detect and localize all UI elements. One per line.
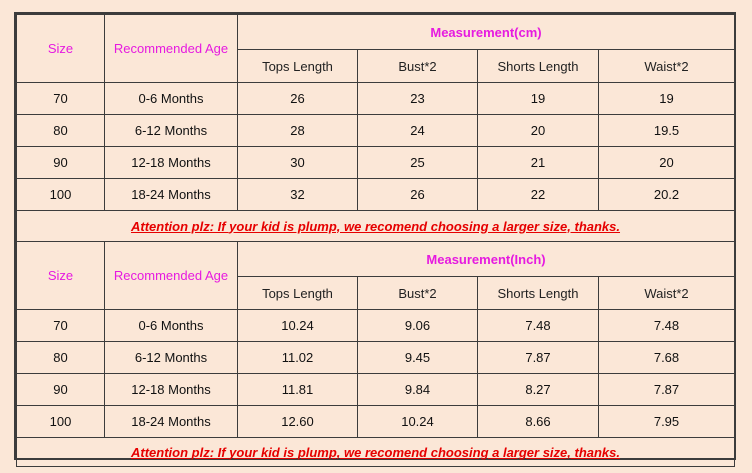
cm-measurement-title: Measurement(cm) xyxy=(238,15,735,50)
table-row xyxy=(17,374,735,406)
tops-cell: 32 xyxy=(238,179,358,211)
table-row xyxy=(17,179,735,211)
size-cell: 70 xyxy=(17,83,105,115)
cm-shorts-header: Shorts Length xyxy=(478,50,599,83)
shorts-cell: 20 xyxy=(478,115,599,147)
age-cell: 6-12 Months xyxy=(105,115,238,147)
size-cell: 80 xyxy=(17,115,105,147)
tops-cell: 30 xyxy=(238,147,358,179)
inch-size-header: Size xyxy=(17,242,105,310)
table-row xyxy=(17,342,735,374)
tops-cell: 28 xyxy=(238,115,358,147)
shorts-cell: 21 xyxy=(478,147,599,179)
bust-cell: 9.06 xyxy=(358,310,478,342)
inch-header-row xyxy=(17,242,735,277)
age-cell: 6-12 Months xyxy=(105,342,238,374)
inch-attention-note: Attention plz: If your kid is plump, we recomend choosing a larger size, thanks. xyxy=(17,438,735,467)
bust-cell: 10.24 xyxy=(358,406,478,438)
cm-size-header: Size xyxy=(17,15,105,83)
age-cell: 12-18 Months xyxy=(105,374,238,406)
shorts-cell: 8.27 xyxy=(478,374,599,406)
size-cell: 100 xyxy=(17,406,105,438)
bust-cell: 9.84 xyxy=(358,374,478,406)
shorts-cell: 7.48 xyxy=(478,310,599,342)
shorts-cell: 8.66 xyxy=(478,406,599,438)
waist-cell: 7.95 xyxy=(599,406,735,438)
waist-cell: 19.5 xyxy=(599,115,735,147)
bust-cell: 25 xyxy=(358,147,478,179)
table-row xyxy=(17,147,735,179)
inch-tops-header: Tops Length xyxy=(238,277,358,310)
bust-cell: 9.45 xyxy=(358,342,478,374)
table-row xyxy=(17,310,735,342)
age-cell: 0-6 Months xyxy=(105,83,238,115)
tops-cell: 11.02 xyxy=(238,342,358,374)
waist-cell: 7.87 xyxy=(599,374,735,406)
bust-cell: 26 xyxy=(358,179,478,211)
shorts-cell: 19 xyxy=(478,83,599,115)
waist-cell: 20 xyxy=(599,147,735,179)
age-cell: 12-18 Months xyxy=(105,147,238,179)
table-row xyxy=(17,115,735,147)
size-chart xyxy=(14,12,736,460)
size-table xyxy=(16,14,735,467)
shorts-cell: 22 xyxy=(478,179,599,211)
inch-measurement-title: Measurement(Inch) xyxy=(238,242,735,277)
tops-cell: 10.24 xyxy=(238,310,358,342)
inch-attention-row xyxy=(17,438,735,467)
cm-age-header: Recommended Age xyxy=(105,15,238,83)
cm-header-row xyxy=(17,15,735,50)
waist-cell: 7.68 xyxy=(599,342,735,374)
size-cell: 90 xyxy=(17,374,105,406)
age-cell: 18-24 Months xyxy=(105,179,238,211)
shorts-cell: 7.87 xyxy=(478,342,599,374)
inch-age-header: Recommended Age xyxy=(105,242,238,310)
cm-waist-header: Waist*2 xyxy=(599,50,735,83)
waist-cell: 19 xyxy=(599,83,735,115)
waist-cell: 20.2 xyxy=(599,179,735,211)
cm-tops-header: Tops Length xyxy=(238,50,358,83)
tops-cell: 12.60 xyxy=(238,406,358,438)
size-cell: 80 xyxy=(17,342,105,374)
size-cell: 90 xyxy=(17,147,105,179)
cm-bust-header: Bust*2 xyxy=(358,50,478,83)
inch-shorts-header: Shorts Length xyxy=(478,277,599,310)
age-cell: 18-24 Months xyxy=(105,406,238,438)
tops-cell: 26 xyxy=(238,83,358,115)
age-cell: 0-6 Months xyxy=(105,310,238,342)
size-cell: 100 xyxy=(17,179,105,211)
cm-attention-row xyxy=(17,211,735,242)
cm-attention-note: Attention plz: If your kid is plump, we recomend choosing a larger size, thanks. xyxy=(17,211,735,242)
waist-cell: 7.48 xyxy=(599,310,735,342)
bust-cell: 24 xyxy=(358,115,478,147)
table-row xyxy=(17,83,735,115)
bust-cell: 23 xyxy=(358,83,478,115)
inch-bust-header: Bust*2 xyxy=(358,277,478,310)
table-row xyxy=(17,406,735,438)
tops-cell: 11.81 xyxy=(238,374,358,406)
inch-waist-header: Waist*2 xyxy=(599,277,735,310)
size-cell: 70 xyxy=(17,310,105,342)
